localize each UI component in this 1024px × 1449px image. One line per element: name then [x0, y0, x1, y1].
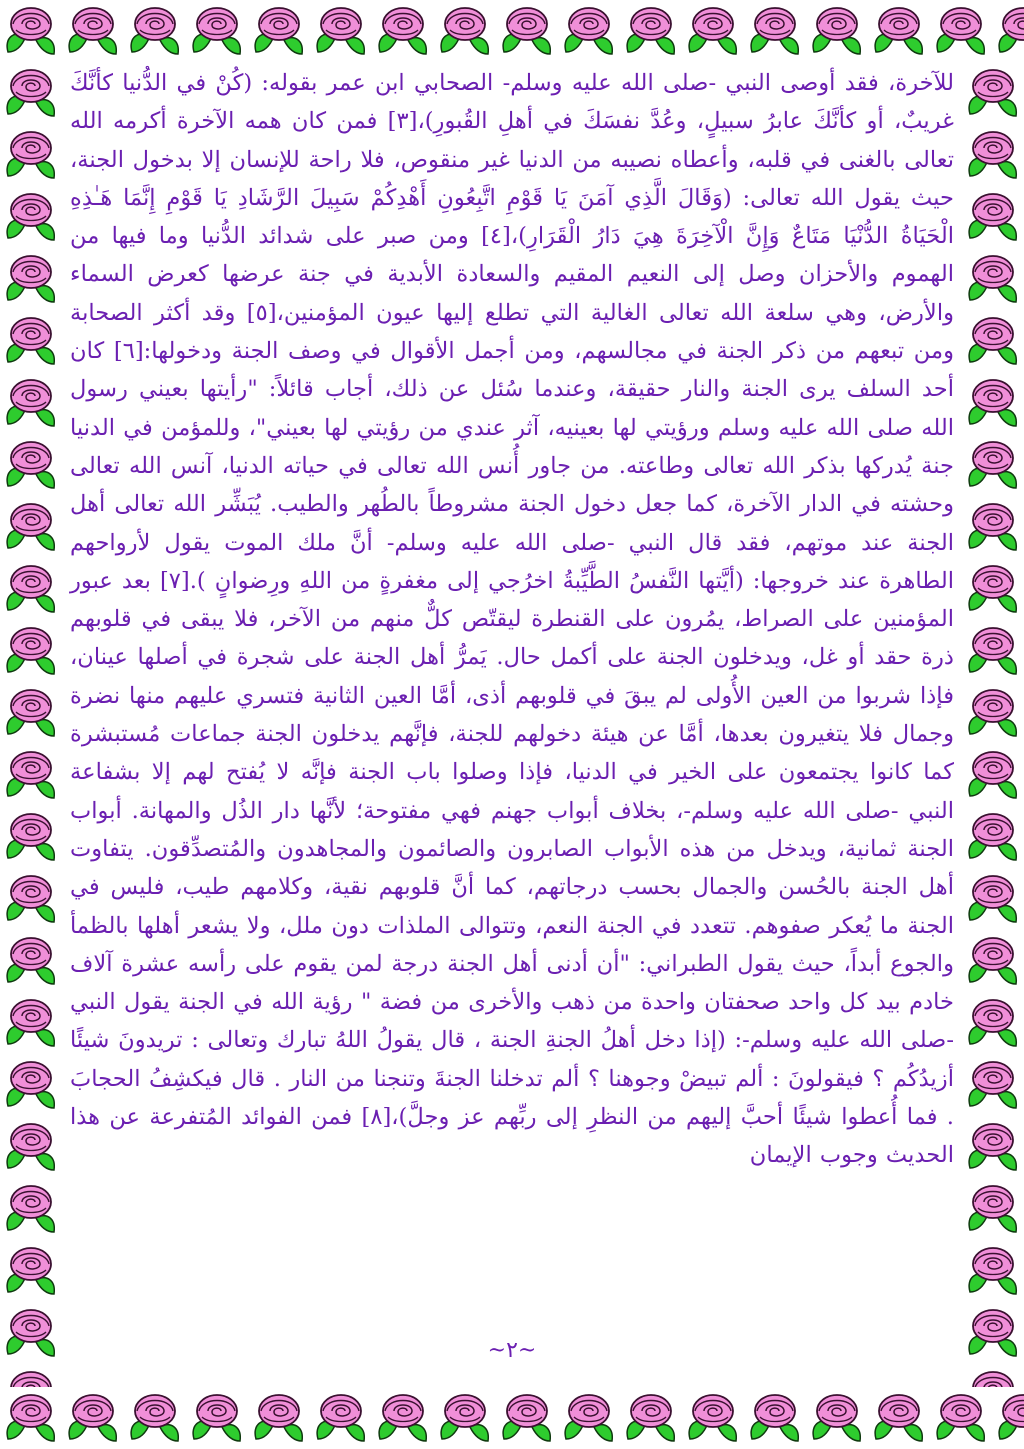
pink-rose-with-leaves-icon — [186, 0, 248, 62]
body-paragraph: للآخرة، فقد أوصى النبي -صلى الله عليه وسلم- الصحابي ابن عمر بقوله: (كُنْ في الدُّنيا كأنَّكَ غريبٌ، أو كأنَّكَ عابرُ سبيلٍ، وعُدَّ نفسَكَ في أهلِ القُبورِ)،[٣] فمن كان همه الآخرة أكرمه الله تعالى بالغنى في قلبه، وأعطاه نصيبه من الدنيا غير منقوص، فلا راحة للإنسان إلا بدخول الجنة، حيث يقول الله تعالى: (وَقَالَ الَّذِي آمَنَ يَا قَوْمِ اتَّبِعُونِ أَهْدِكُمْ سَبِيلَ الرَّشَادِ يَا قَوْمِ إِنَّمَا هَـٰذِهِ الْحَيَاةُ الدُّنْيَا مَتَاعٌ وَإِنَّ الْآخِرَةَ هِيَ دَارُ الْقَرَارِ)،[٤] ومن صبر على شدائد الدُّنيا وما فيها من الهموم والأحزان وصل إلى النعيم المقيم والسعادة الأبدية في جنة عرضها كعرض السماء والأرض، وهي سلعة الله تعالى الغالية التي تطلع إليها عيون المؤمنين،[٥] وقد أكثر الصحابة ومن تبعهم من ذكر الجنة في مجالسهم، ومن أجمل الأقوال في وصف الجنة ودخولها:[٦] كان أحد السلف يرى الجنة والنار حقيقة، وعندما سُئل عن ذلك، أجاب قائلاً: "رأيتها بعيني رسول الله صلى الله عليه وسلم ورؤيتي لها بعينيه، آثر عندي من رؤيتي لها بعيني"، وللمؤمن في الدنيا جنة يُدركها بذكر الله تعالى وطاعته. من جاور أُنس الله تعالى في حياته الدنيا، آنس الله تعالى وحشته في الدار الآخرة، كما جعل دخول الجنة مشروطاً بالطُهر والطيب. يُبَشِّر الله تعالى أهل الجنة عند موتهم، فقد قال النبي -صلى الله عليه وسلم- أنَّ ملك الموت يقول لأرواحهم الطاهرة عند خروجها: (أيَّتها النَّفسُ الطَّيِّبةُ اخرُجي إلى مغفرةٍ من اللهِ ورِضوانٍ ).[٧] بعد عبور المؤمنين على الصراط، يمُرون على القنطرة ليقتّص كلٌّ منهم من الآخر، فلا يبقى في قلوبهم ذرة حقد أو غل، ويدخلون الجنة على أكمل حال. يَمرُّ أهل الجنة على شجرة في أصلها عينان، فإذا شربوا من العين الأُولى لم يبقَ في قلوبهم أذى، أمَّا العين الثانية فتسري عليهم منها نضرة وجمال فلا يتغيرون بعدها، أمَّا عن هيئة دخولهم للجنة، فإنَّهم يدخلون الجنة جماعات مُستبشرة كما كانوا يجتمعون على الخير في الدنيا، فإذا وصلوا باب الجنة فإنَّه لا يُفتح لهم إلا بشفاعة النبي -صلى الله عليه وسلم-، بخلاف أبواب جهنم فهي مفتوحة؛ لأنَّها دار الذُل والمهانة. أبواب الجنة ثمانية، ويدخل من هذه الأبواب الصابرون والصائمون والمجاهدون والمُتصدِّقون. يتفاوت أهل الجنة بالحُسن والجمال بحسب درجاتهم، كما أنَّ قلوبهم نقية، وكلامهم طيب، فليس في الجنة ما يُعكر صفوهم. تتعدد في الجنة النعم، وتتوالى الملذات دون ملل، ولا يشعر أهلها بالظمأ والجوع أبداً، حيث يقول الطبراني: "أن أدنى أهل الجنة درجة لمن يقوم على رأسه عشرة آلاف خادم بيد كل واحد صحفتان واحدة من ذهب والأخرى من فضة " رؤية الله في الجنة يقول النبي -صلى الله عليه وسلم-: (إذا دخل أهلُ الجنةِ الجنة ، قال يقولُ اللهُ تبارك وتعالى : تريدونَ شيئًا أزيدُكُم ؟ فيقولونَ : ألم تبيضْ وجوهنا ؟ ألم تدخلنا الجنةَ وتنجنا من النار . قال فيكشِفُ الحجابَ . فما أُعطوا شيئًا أحبَّ إليهم من النظرِ إلى ربِّهم عز وجلَّ)،[٨] فمن الفوائد المُتفرعة عن هذا الحديث وجوب الإيمان — [70, 70, 955, 1169]
pink-rose-with-leaves-icon — [124, 0, 186, 62]
pink-rose-with-leaves-icon — [682, 0, 744, 62]
pink-rose-with-leaves-icon — [0, 434, 62, 496]
pink-rose-with-leaves-icon — [0, 1364, 62, 1387]
pink-rose-with-leaves-icon — [248, 1387, 310, 1449]
pink-rose-with-leaves-icon — [62, 0, 124, 62]
pink-rose-with-leaves-icon — [806, 1387, 868, 1449]
pink-rose-with-leaves-icon — [62, 1387, 124, 1449]
pink-rose-with-leaves-icon — [992, 0, 1024, 62]
pink-rose-with-leaves-icon — [0, 186, 62, 248]
pink-rose-with-leaves-icon — [434, 1387, 496, 1449]
pink-rose-with-leaves-icon — [0, 248, 62, 310]
pink-rose-with-leaves-icon — [962, 124, 1024, 186]
pink-rose-with-leaves-icon — [0, 744, 62, 806]
pink-rose-with-leaves-icon — [0, 1240, 62, 1302]
pink-rose-with-leaves-icon — [962, 62, 1024, 124]
pink-rose-with-leaves-icon — [0, 620, 62, 682]
pink-rose-with-leaves-icon — [962, 310, 1024, 372]
pink-rose-with-leaves-icon — [0, 1054, 62, 1116]
pink-rose-with-leaves-icon — [0, 682, 62, 744]
pink-rose-with-leaves-icon — [372, 0, 434, 62]
pink-rose-with-leaves-icon — [962, 868, 1024, 930]
pink-rose-with-leaves-icon — [962, 806, 1024, 868]
page-number: ~٢~ — [487, 1338, 537, 1363]
rose-border-left — [0, 62, 62, 1387]
pink-rose-with-leaves-icon — [496, 1387, 558, 1449]
pink-rose-with-leaves-icon — [962, 992, 1024, 1054]
pink-rose-with-leaves-icon — [962, 682, 1024, 744]
pink-rose-with-leaves-icon — [962, 930, 1024, 992]
pink-rose-with-leaves-icon — [558, 1387, 620, 1449]
pink-rose-with-leaves-icon — [962, 620, 1024, 682]
pink-rose-with-leaves-icon — [496, 0, 558, 62]
pink-rose-with-leaves-icon — [0, 310, 62, 372]
pink-rose-with-leaves-icon — [310, 0, 372, 62]
pink-rose-with-leaves-icon — [558, 0, 620, 62]
pink-rose-with-leaves-icon — [962, 558, 1024, 620]
pink-rose-with-leaves-icon — [372, 1387, 434, 1449]
rose-border-bottom — [0, 1387, 1024, 1449]
pink-rose-with-leaves-icon — [962, 1240, 1024, 1302]
pink-rose-with-leaves-icon — [186, 1387, 248, 1449]
pink-rose-with-leaves-icon — [0, 1178, 62, 1240]
pink-rose-with-leaves-icon — [930, 0, 992, 62]
pink-rose-with-leaves-icon — [962, 1116, 1024, 1178]
pink-rose-with-leaves-icon — [0, 868, 62, 930]
pink-rose-with-leaves-icon — [868, 0, 930, 62]
pink-rose-with-leaves-icon — [124, 1387, 186, 1449]
pink-rose-with-leaves-icon — [434, 0, 496, 62]
pink-rose-with-leaves-icon — [806, 0, 868, 62]
pink-rose-with-leaves-icon — [0, 558, 62, 620]
pink-rose-with-leaves-icon — [962, 248, 1024, 310]
pink-rose-with-leaves-icon — [682, 1387, 744, 1449]
pink-rose-with-leaves-icon — [0, 496, 62, 558]
rose-border-right — [962, 62, 1024, 1387]
pink-rose-with-leaves-icon — [962, 1178, 1024, 1240]
pink-rose-with-leaves-icon — [962, 434, 1024, 496]
pink-rose-with-leaves-icon — [0, 1116, 62, 1178]
pink-rose-with-leaves-icon — [310, 1387, 372, 1449]
pink-rose-with-leaves-icon — [0, 124, 62, 186]
pink-rose-with-leaves-icon — [0, 1387, 62, 1449]
pink-rose-with-leaves-icon — [248, 0, 310, 62]
pink-rose-with-leaves-icon — [962, 1364, 1024, 1387]
pink-rose-with-leaves-icon — [868, 1387, 930, 1449]
pink-rose-with-leaves-icon — [962, 372, 1024, 434]
pink-rose-with-leaves-icon — [0, 992, 62, 1054]
pink-rose-with-leaves-icon — [930, 1387, 992, 1449]
pink-rose-with-leaves-icon — [0, 62, 62, 124]
pink-rose-with-leaves-icon — [962, 186, 1024, 248]
rose-border-top — [0, 0, 1024, 62]
pink-rose-with-leaves-icon — [962, 496, 1024, 558]
pink-rose-with-leaves-icon — [620, 1387, 682, 1449]
body-text-block — [70, 64, 954, 1324]
pink-rose-with-leaves-icon — [962, 744, 1024, 806]
pink-rose-with-leaves-icon — [0, 930, 62, 992]
pink-rose-with-leaves-icon — [0, 372, 62, 434]
pink-rose-with-leaves-icon — [0, 806, 62, 868]
pink-rose-with-leaves-icon — [992, 1387, 1024, 1449]
pink-rose-with-leaves-icon — [744, 1387, 806, 1449]
pink-rose-with-leaves-icon — [744, 0, 806, 62]
pink-rose-with-leaves-icon — [620, 0, 682, 62]
pink-rose-with-leaves-icon — [0, 0, 62, 62]
pink-rose-with-leaves-icon — [962, 1054, 1024, 1116]
